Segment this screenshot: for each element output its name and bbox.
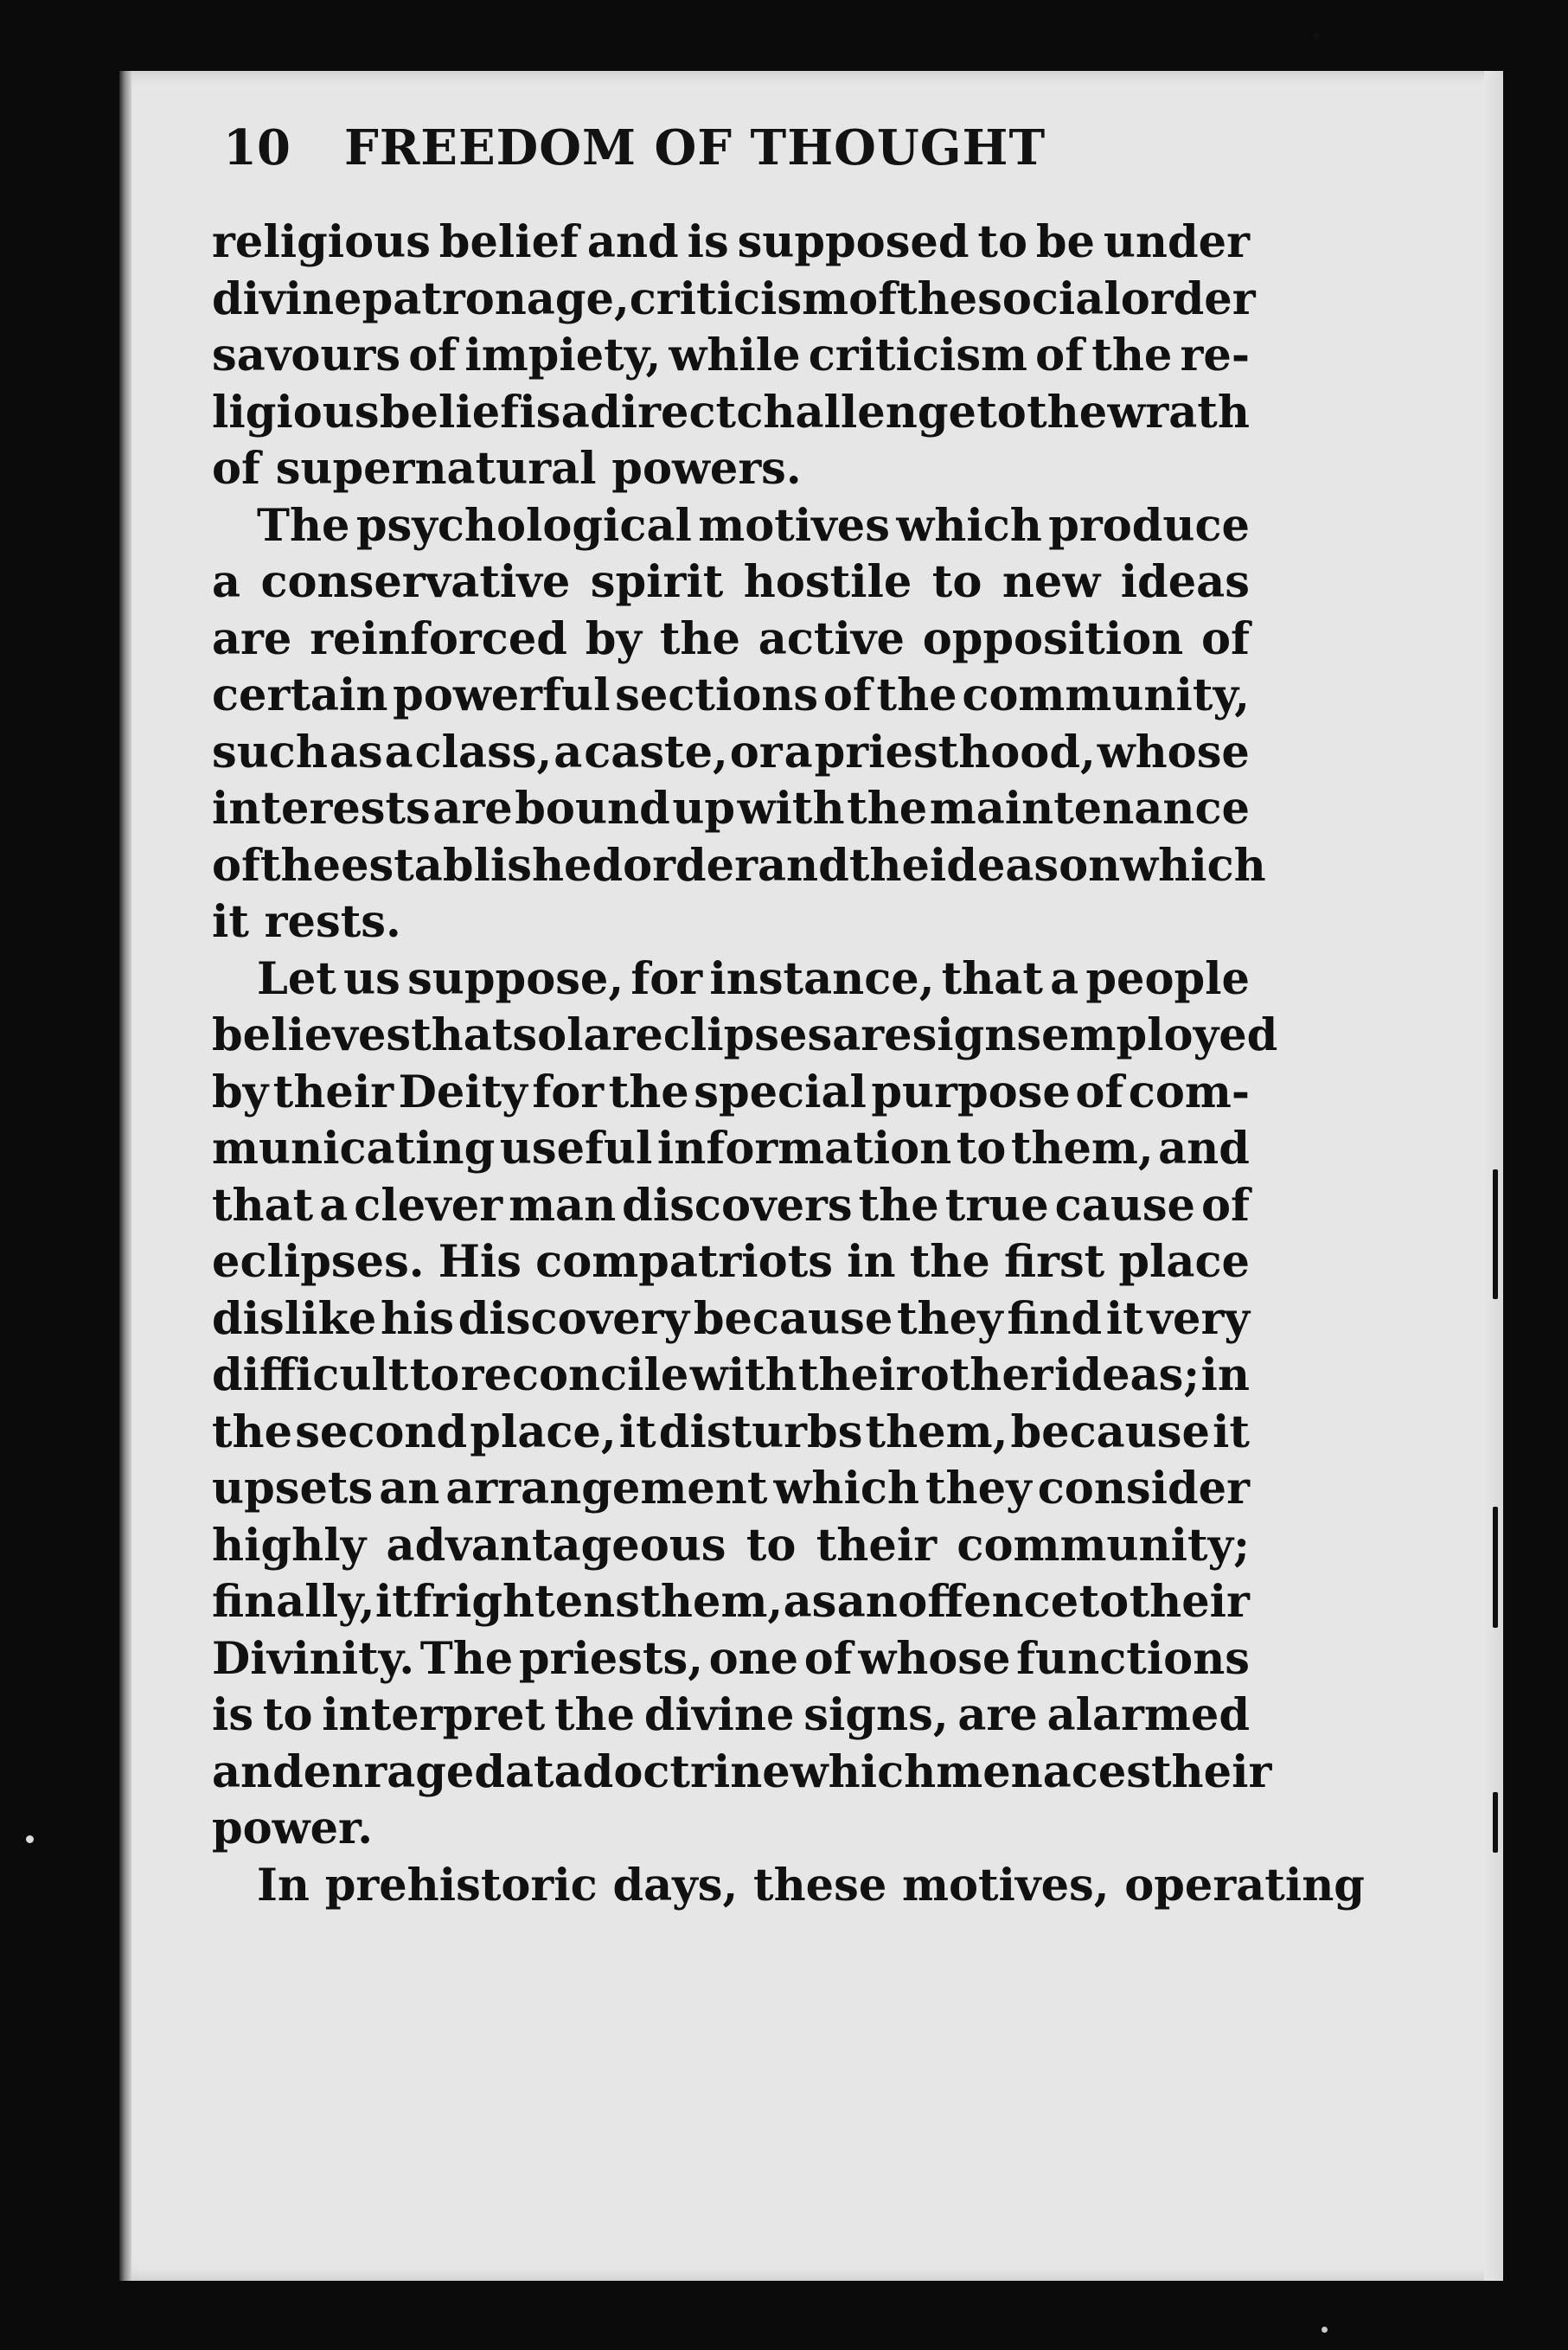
text-line: of the established order and the ideas on which	[212, 839, 1266, 892]
page-left-edge	[119, 71, 131, 2281]
text-line: finally, it frightens them, as an offence to their	[212, 1576, 1250, 1628]
text-line: divine patronage, criticism of the social order	[212, 272, 1256, 325]
text-line: power.	[212, 1803, 373, 1854]
body-text	[212, 215, 1365, 1914]
text-line: it rests.	[212, 896, 401, 948]
text-line: highly advantageous to their community;	[212, 1519, 1250, 1572]
paragraph	[212, 951, 1278, 1858]
text-line: by their Deity for the special purpose of com-	[212, 1066, 1250, 1118]
paragraph	[212, 1858, 1365, 1915]
text-line: eclipses. His compatriots in the first place	[212, 1236, 1250, 1288]
running-title: FREEDOM OF THOUGHT	[344, 119, 1046, 176]
edge-mark	[1493, 1169, 1498, 1299]
text-line: that a clever man discovers the true cause of	[212, 1179, 1250, 1232]
text-line: Let us suppose, for instance, that a people	[257, 952, 1250, 1005]
paragraph	[212, 498, 1266, 951]
scan-speck	[1322, 2327, 1328, 2333]
text-line: In prehistoric days, these motives, operating	[257, 1859, 1365, 1911]
text-line: certain powerful sections of the community,	[212, 669, 1250, 721]
text-line: religious belief and is supposed to be under	[212, 216, 1250, 268]
text-line: ligious belief is a direct challenge to the wrath	[212, 386, 1250, 439]
scan-speck	[26, 1835, 34, 1843]
text-line: are reinforced by the active opposition of	[212, 612, 1250, 665]
paragraph	[212, 215, 1256, 498]
text-line: municating useful information to them, and	[212, 1123, 1250, 1175]
text-line: difficult to reconcile with their other ideas; in	[212, 1349, 1250, 1401]
text-line: such as a class, a caste, or a priesthood, whose	[212, 726, 1250, 778]
text-line: dislike his discovery because they find it very	[212, 1292, 1250, 1345]
text-line: is to interpret the divine signs, are alarmed	[212, 1689, 1250, 1741]
text-line: upsets an arrangement which they consider	[212, 1463, 1250, 1514]
edge-mark	[1493, 1507, 1498, 1628]
text-line: interests are bound up with the maintenance	[212, 783, 1250, 835]
page-header	[223, 119, 1235, 206]
text-line: savours of impiety, while criticism of the re-	[212, 330, 1250, 381]
text-line: the second place, it disturbs them, because it	[212, 1406, 1250, 1458]
edge-mark	[1493, 1792, 1498, 1853]
text-line: The psychological motives which produce	[257, 499, 1250, 552]
text-line: Divinity. The priests, one of whose functions	[212, 1632, 1250, 1685]
text-line: of supernatural powers.	[212, 443, 802, 495]
scan-speck	[1313, 33, 1320, 38]
text-line: believes that solar eclipses are signs employed	[212, 1009, 1278, 1061]
text-line: a conservative spirit hostile to new ideas	[212, 556, 1250, 608]
page-number: 10	[223, 119, 291, 176]
text-line: and enraged at a doctrine which menaces their	[212, 1745, 1272, 1798]
